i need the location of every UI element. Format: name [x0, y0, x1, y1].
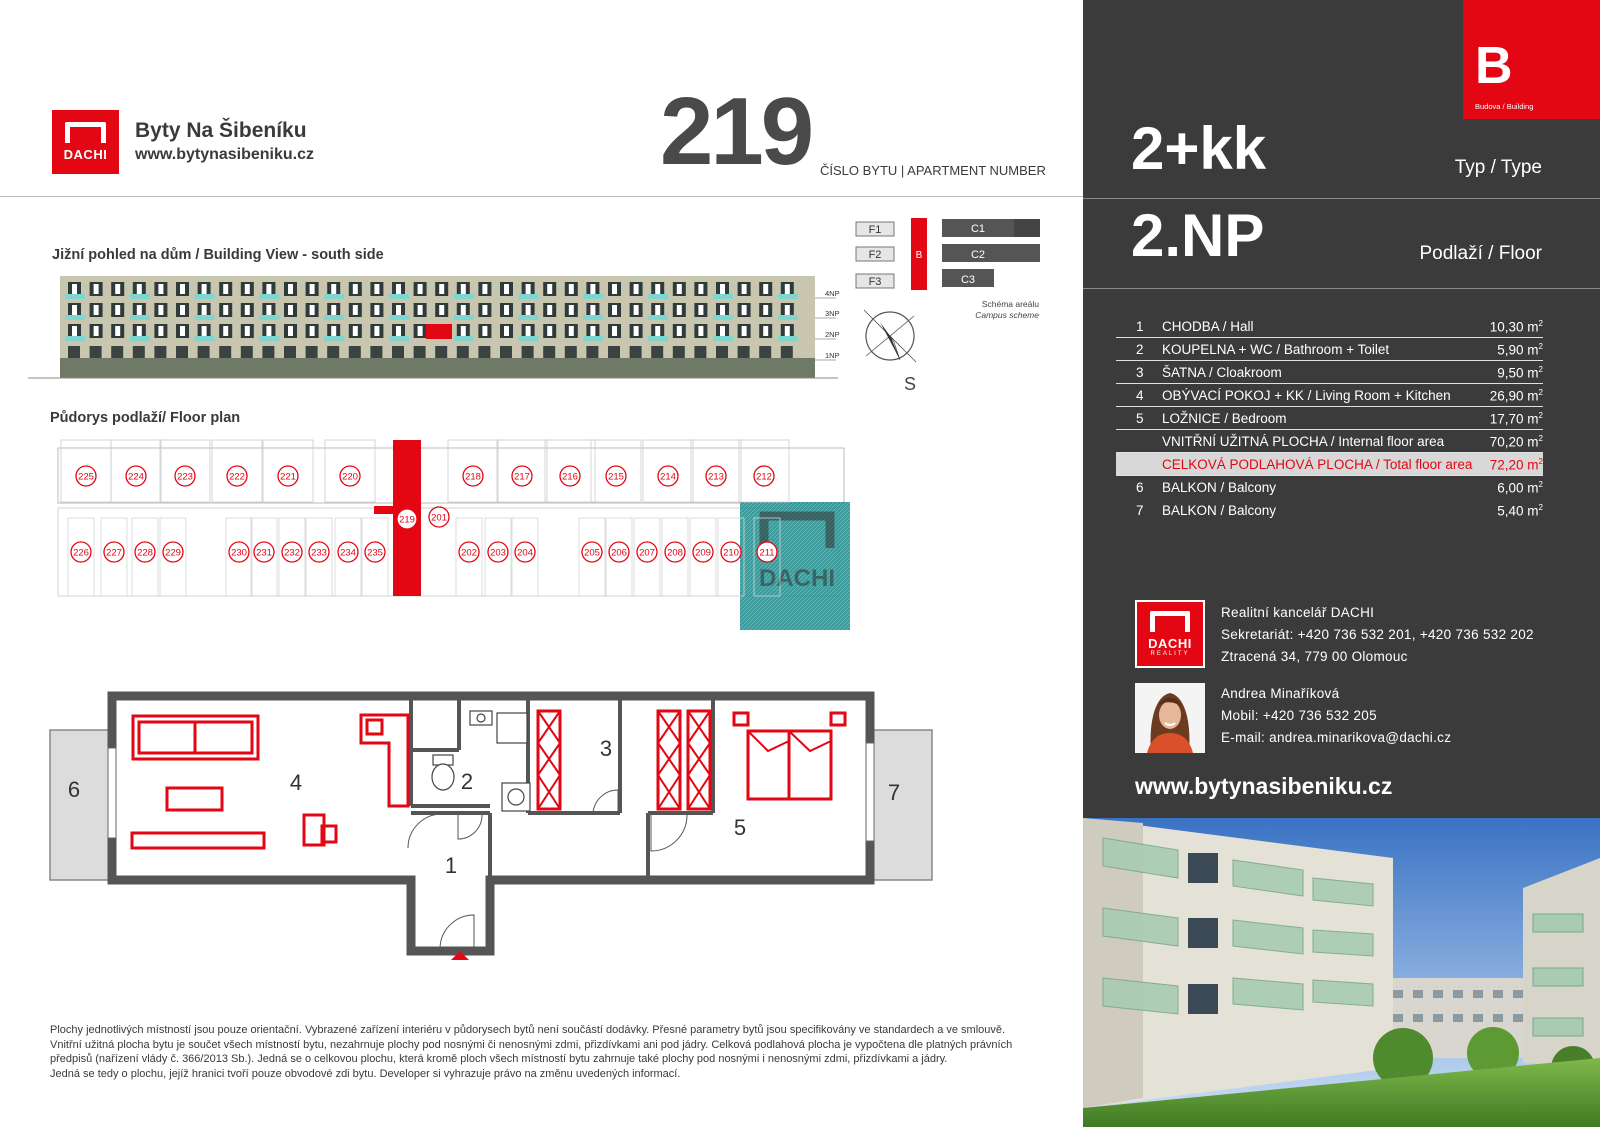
window-pane	[785, 284, 790, 294]
window-pane	[374, 326, 379, 336]
office-address: Ztracená 34, 779 00 Olomouc	[1221, 649, 1408, 664]
window-pane	[482, 326, 487, 336]
project-url[interactable]: www.bytynasibeniku.cz	[135, 146, 315, 163]
ground-window	[349, 346, 361, 358]
unit-number: 234	[340, 547, 356, 559]
unit-number: 206	[611, 547, 627, 559]
window-pane	[677, 305, 682, 315]
window-pane	[677, 326, 682, 336]
block-b: B	[915, 250, 923, 261]
window-pane	[612, 284, 617, 294]
window-pane	[742, 305, 747, 315]
balcony-glass	[195, 336, 215, 341]
unit-number: 219	[399, 514, 415, 526]
balcony-glass	[130, 336, 150, 341]
window-pane	[504, 326, 509, 336]
office-name: Realitní kancelář DACHI	[1221, 605, 1375, 620]
window-pane	[461, 284, 466, 294]
apartment-type-label: Typ / Type	[1454, 157, 1542, 178]
room-number-label: 4	[289, 770, 303, 795]
window-pane	[94, 326, 99, 336]
disclaimer	[50, 1023, 1040, 1081]
window-pane	[569, 305, 574, 315]
room-number-label: 7	[887, 780, 901, 805]
window-pane	[245, 305, 250, 315]
window-pane	[180, 284, 185, 294]
ground-window	[414, 346, 426, 358]
unit-number: 218	[465, 471, 481, 483]
unit-number: 212	[756, 471, 772, 483]
bathroom-fixtures	[432, 711, 530, 811]
window-pane	[137, 284, 142, 294]
window-pane	[655, 326, 660, 336]
unit-number: 221	[280, 471, 296, 483]
block-c2: C2	[970, 249, 986, 261]
window-pane	[698, 284, 703, 294]
total-area-row: CELKOVÁ PODLAHOVÁ PLOCHA / Total floor area 72,20 $m^2$	[1116, 453, 1543, 476]
window-pane	[742, 326, 747, 336]
ground-window	[651, 346, 663, 358]
balcony-glass	[519, 336, 539, 341]
window-pane	[288, 284, 293, 294]
apartment-floor-label: Podlaží / Floor	[1419, 243, 1542, 264]
panel-divider	[1083, 198, 1600, 199]
building-render-image	[1083, 818, 1600, 1127]
window-pane	[266, 305, 271, 315]
window-pane	[396, 284, 401, 294]
ground-window	[219, 346, 231, 358]
agent-contact	[1221, 683, 1451, 749]
window-pane	[461, 326, 466, 336]
balcony-7	[870, 730, 932, 880]
coffee-table-icon	[167, 788, 222, 810]
window-pane	[158, 305, 163, 315]
window-pane	[331, 284, 336, 294]
room-row: 3 ŠATNA / Cloakroom 9,50 $m^2$	[1116, 361, 1543, 384]
ground-window	[478, 346, 490, 358]
window-pane	[353, 305, 358, 315]
unit-number: 216	[562, 471, 578, 483]
building-elevation	[28, 272, 838, 384]
ground-window	[90, 346, 102, 358]
header-divider	[0, 196, 1083, 197]
office-contact	[1221, 602, 1534, 668]
balcony-glass	[130, 294, 150, 299]
agent-photo	[1135, 683, 1205, 753]
window-pane	[526, 305, 531, 315]
balcony-glass	[778, 336, 798, 341]
apartment-type: 2+kk	[1131, 115, 1267, 182]
ground-window	[154, 346, 166, 358]
balcony-glass	[454, 315, 474, 320]
window-pane	[418, 284, 423, 294]
room-area-table	[1116, 315, 1543, 522]
window-pane	[482, 284, 487, 294]
unit-number: 202	[461, 547, 477, 559]
balcony-glass	[583, 315, 603, 320]
room-row: 1 CHODBA / Hall 10,30 $m^2$	[1116, 315, 1543, 338]
ground-window	[241, 346, 253, 358]
balcony-glass	[454, 336, 474, 341]
unit-number: 235	[367, 547, 383, 559]
building-letter: B	[1475, 37, 1513, 95]
window-pane	[288, 326, 293, 336]
ground-window	[262, 346, 274, 358]
window-pane	[115, 326, 120, 336]
ground-window	[586, 346, 598, 358]
unit-number: 209	[695, 547, 711, 559]
balcony-glass	[454, 294, 474, 299]
compass-icon	[864, 310, 916, 362]
window-pane	[720, 326, 725, 336]
window-pane	[223, 305, 228, 315]
compass-south-label: S	[904, 374, 917, 394]
window-pane	[418, 305, 423, 315]
unit-number: 229	[165, 547, 181, 559]
window-pane	[763, 326, 768, 336]
ground-window	[759, 346, 771, 358]
window-pane	[698, 326, 703, 336]
balcony-glass	[389, 336, 409, 341]
unit-number: 207	[639, 547, 655, 559]
floor-label-2np: 2NP	[825, 330, 840, 339]
floor-label-1np: 1NP	[825, 351, 840, 360]
office-phones[interactable]: Sekretariát: +420 736 532 201, +420 736 532 202	[1221, 627, 1534, 642]
ground-window	[198, 346, 210, 358]
window-pane	[439, 305, 444, 315]
room-number-label: 1	[444, 853, 458, 878]
window-pane	[763, 284, 768, 294]
internal-area-row: VNITŘNÍ UŽITNÁ PLOCHA / Internal floor area 70,20 $m^2$	[1116, 430, 1543, 453]
floor-label-4np: 4NP	[825, 289, 840, 298]
unit-number: 222	[229, 471, 245, 483]
unit-number: 204	[517, 547, 533, 559]
window-pane	[590, 305, 595, 315]
window-pane	[547, 284, 552, 294]
balcony-glass	[65, 336, 85, 341]
window-pane	[202, 305, 207, 315]
balcony-glass	[324, 294, 344, 299]
unit-number: 223	[177, 471, 193, 483]
window-pane	[223, 284, 228, 294]
logo-arc-icon	[1150, 611, 1191, 633]
balcony-glass	[648, 315, 668, 320]
unit-number: 230	[231, 547, 247, 559]
window-pane	[288, 305, 293, 315]
window-pane	[655, 284, 660, 294]
window-pane	[742, 284, 747, 294]
logo-text: DACHI	[1148, 636, 1192, 652]
unit-number: 225	[78, 471, 94, 483]
balcony-glass	[259, 294, 279, 299]
window-pane	[310, 305, 315, 315]
floor-plan-overview	[48, 440, 868, 630]
unit-number: 228	[137, 547, 153, 559]
ground-window	[781, 346, 793, 358]
window-pane	[310, 326, 315, 336]
building-badge	[1463, 0, 1600, 119]
window-pane	[720, 305, 725, 315]
balcony-glass	[324, 336, 344, 341]
window-pane	[137, 305, 142, 315]
room-row: 6 BALKON / Balcony 6,00 $m^2$	[1136, 480, 1543, 496]
logo-subtext: REALITY	[1150, 651, 1190, 658]
block-f3: F3	[868, 276, 882, 288]
window-pane	[763, 305, 768, 315]
window-pane	[439, 284, 444, 294]
room-number-label: 5	[733, 815, 747, 840]
unit-number: 233	[311, 547, 327, 559]
balcony-glass	[583, 294, 603, 299]
unit-number: 217	[514, 471, 530, 483]
window-pane	[115, 305, 120, 315]
ground-window	[673, 346, 685, 358]
room-row: 4 OBÝVACÍ POKOJ + KK / Living Room + Kitchen 26,90 $m^2$	[1116, 384, 1543, 407]
window-pane	[720, 284, 725, 294]
unit-number: 220	[342, 471, 358, 483]
ground-window	[133, 346, 145, 358]
ground-floor	[60, 358, 815, 378]
ground-window	[630, 346, 642, 358]
window-pane	[202, 326, 207, 336]
window-pane	[266, 326, 271, 336]
agent-mobile[interactable]: Mobil: +420 736 532 205	[1221, 708, 1377, 723]
window-pane	[569, 284, 574, 294]
dachi-reality-logo	[1135, 600, 1205, 668]
window-pane	[245, 284, 250, 294]
building-view-title: Jižní pohled na dům / Building View - south side	[52, 247, 384, 263]
window-pane	[590, 326, 595, 336]
window-pane	[331, 305, 336, 315]
balcony-glass	[195, 294, 215, 299]
balcony-glass	[389, 315, 409, 320]
window-pane	[94, 305, 99, 315]
ground-window	[543, 346, 555, 358]
balcony-glass	[324, 315, 344, 320]
balcony-glass	[65, 315, 85, 320]
ground-window	[716, 346, 728, 358]
window-pane	[202, 284, 207, 294]
room-number-label: 2	[460, 769, 474, 794]
block-c1: C1	[970, 223, 986, 235]
ground-window	[392, 346, 404, 358]
window-pane	[158, 326, 163, 336]
unit-number: 208	[667, 547, 683, 559]
window-pane	[353, 326, 358, 336]
balcony-glass	[648, 294, 668, 299]
block-f1: F1	[868, 224, 882, 236]
ground-window	[522, 346, 534, 358]
ground-window	[111, 346, 123, 358]
dachi-logo	[52, 110, 119, 174]
unit-number: 205	[584, 547, 600, 559]
balcony-glass	[713, 315, 733, 320]
unit-number: 201	[431, 512, 447, 524]
ground-window	[327, 346, 339, 358]
balcony-glass	[130, 315, 150, 320]
toilet-icon	[432, 764, 454, 790]
agent-name: Andrea Minaříková	[1221, 686, 1340, 701]
window-pane	[180, 326, 185, 336]
balcony-glass	[648, 336, 668, 341]
apartment-number: 219	[660, 78, 812, 185]
highlight-apartment-marker	[426, 324, 452, 339]
window-pane	[634, 305, 639, 315]
window-pane	[418, 326, 423, 336]
window-pane	[547, 305, 552, 315]
window-pane	[72, 284, 77, 294]
unit-number: 226	[73, 547, 89, 559]
ground-window	[457, 346, 469, 358]
window-pane	[158, 284, 163, 294]
window-pane	[612, 326, 617, 336]
disclaimer-line: předpisů (nařízení vlády č. 366/2013 Sb.). Jedná se o celkovou plochu, která kromě ploch všech místností bytu zahrnuje také plochy pod nosnými i nenosnými zdmi, přizdívkami a jádry.	[50, 1053, 948, 1065]
window-pane	[374, 284, 379, 294]
window-pane	[569, 326, 574, 336]
building-label: Budova / Building	[1475, 102, 1534, 111]
window-pane	[396, 326, 401, 336]
room-number-label: 6	[67, 777, 81, 802]
ground-window	[500, 346, 512, 358]
apartment-plan	[48, 703, 948, 993]
floor-label-3np: 3NP	[825, 309, 840, 318]
balcony-glass	[713, 336, 733, 341]
ground-window	[68, 346, 80, 358]
apartment-number-caption: ČÍSLO BYTU | APARTMENT NUMBER	[820, 163, 1046, 178]
unit-number: 231	[256, 547, 272, 559]
balcony-glass	[195, 315, 215, 320]
unit-number: 224	[128, 471, 144, 483]
window-pane	[612, 305, 617, 315]
balcony-glass	[65, 294, 85, 299]
unit-number: 214	[660, 471, 676, 483]
room-row: 2 KOUPELNA + WC / Bathroom + Toilet 5,90 $m^2$	[1116, 338, 1543, 361]
window-pane	[526, 326, 531, 336]
disclaimer-line: Vnitřní užitná plocha bytu je součet všech místností bytu, nezahrnuje plochy pod nosnými či nenosnými zdmi, přizdívkami ani pod jádry. Celková podlahová plocha je vypočtena dle platných právních	[50, 1038, 1013, 1051]
unit-number: 227	[106, 547, 122, 559]
ground-window	[306, 346, 318, 358]
ground-window	[565, 346, 577, 358]
window-pane	[785, 305, 790, 315]
window-pane	[785, 326, 790, 336]
apartment-floor: 2.NP	[1131, 202, 1265, 269]
ground-window	[694, 346, 706, 358]
window-pane	[590, 284, 595, 294]
ground-window	[176, 346, 188, 358]
window-pane	[504, 305, 509, 315]
logo-arc-icon	[65, 122, 107, 144]
ground-window	[608, 346, 620, 358]
window-pane	[223, 326, 228, 336]
window-pane	[526, 284, 531, 294]
window-pane	[115, 284, 120, 294]
window-pane	[482, 305, 487, 315]
ground-window	[738, 346, 750, 358]
window-pane	[331, 326, 336, 336]
window-pane	[634, 284, 639, 294]
balcony-glass	[259, 315, 279, 320]
floor-plan-title: Půdorys podlaží/ Floor plan	[50, 410, 241, 426]
balcony-glass	[778, 294, 798, 299]
window-pane	[94, 284, 99, 294]
campus-scheme	[850, 218, 1050, 398]
logo-text: DACHI	[63, 147, 108, 163]
shower-icon	[497, 713, 527, 743]
ground-window	[435, 346, 447, 358]
campus-scheme-label-en: Campus scheme	[975, 310, 1039, 320]
block-c3: C3	[960, 274, 976, 286]
campus-scheme-label: Schéma areálu	[981, 299, 1039, 309]
window-pane	[396, 305, 401, 315]
block-f2: F2	[868, 249, 882, 261]
balcony-glass	[389, 294, 409, 299]
window-pane	[698, 305, 703, 315]
window-pane	[547, 326, 552, 336]
window-pane	[266, 284, 271, 294]
unit-number: 213	[708, 471, 724, 483]
room-row: 7 BALKON / Balcony 5,40 $m^2$	[1136, 503, 1543, 519]
window-pane	[72, 326, 77, 336]
window-pane	[677, 284, 682, 294]
project-title: Byty Na Šibeníku	[135, 119, 307, 142]
website-link[interactable]: www.bytynasibeniku.cz	[1135, 773, 1393, 799]
balcony-glass	[519, 315, 539, 320]
room-number-label: 3	[599, 736, 613, 761]
panel-divider	[1083, 288, 1600, 289]
balcony-glass	[519, 294, 539, 299]
window-pane	[353, 284, 358, 294]
unit-number: 203	[490, 547, 506, 559]
watermark-text: DACHI	[759, 565, 835, 592]
window-pane	[655, 305, 660, 315]
window-pane	[137, 326, 142, 336]
unit-number: 232	[284, 547, 300, 559]
window-pane	[461, 305, 466, 315]
unit-number: 211	[759, 547, 775, 559]
agent-email[interactable]: E-mail: andrea.minarikova@dachi.cz	[1221, 730, 1452, 745]
window-pane	[634, 326, 639, 336]
window-pane	[310, 284, 315, 294]
ground-window	[370, 346, 382, 358]
window-pane	[72, 305, 77, 315]
ground-window	[284, 346, 296, 358]
disclaimer-line: Plochy jednotlivých místností jsou pouze orientační. Vybrazené zařízení interiéru v půdorysech bytů není součástí dodávky. Přesné parametry bytů jsou specifikovány ve standardech a ve smlouvě.	[50, 1024, 1006, 1036]
window-pane	[504, 284, 509, 294]
window-pane	[180, 305, 185, 315]
unit-number: 215	[608, 471, 624, 483]
room-row: 5 LOŽNICE / Bedroom 17,70 $m^2$	[1116, 407, 1543, 430]
window-pane	[245, 326, 250, 336]
disclaimer-line: Jedná se tedy o plochu, jejíž hranici tvoří pouze obvodové zdi bytu. Developer si vyhrazuje právo na změnu uvedených informací.	[50, 1067, 681, 1080]
balcony-6	[50, 730, 112, 880]
balcony-glass	[778, 315, 798, 320]
window-pane	[374, 305, 379, 315]
balcony-glass	[713, 294, 733, 299]
tv-stand-icon	[132, 833, 264, 848]
balcony-glass	[583, 336, 603, 341]
unit-number: 210	[723, 547, 739, 559]
balcony-glass	[259, 336, 279, 341]
